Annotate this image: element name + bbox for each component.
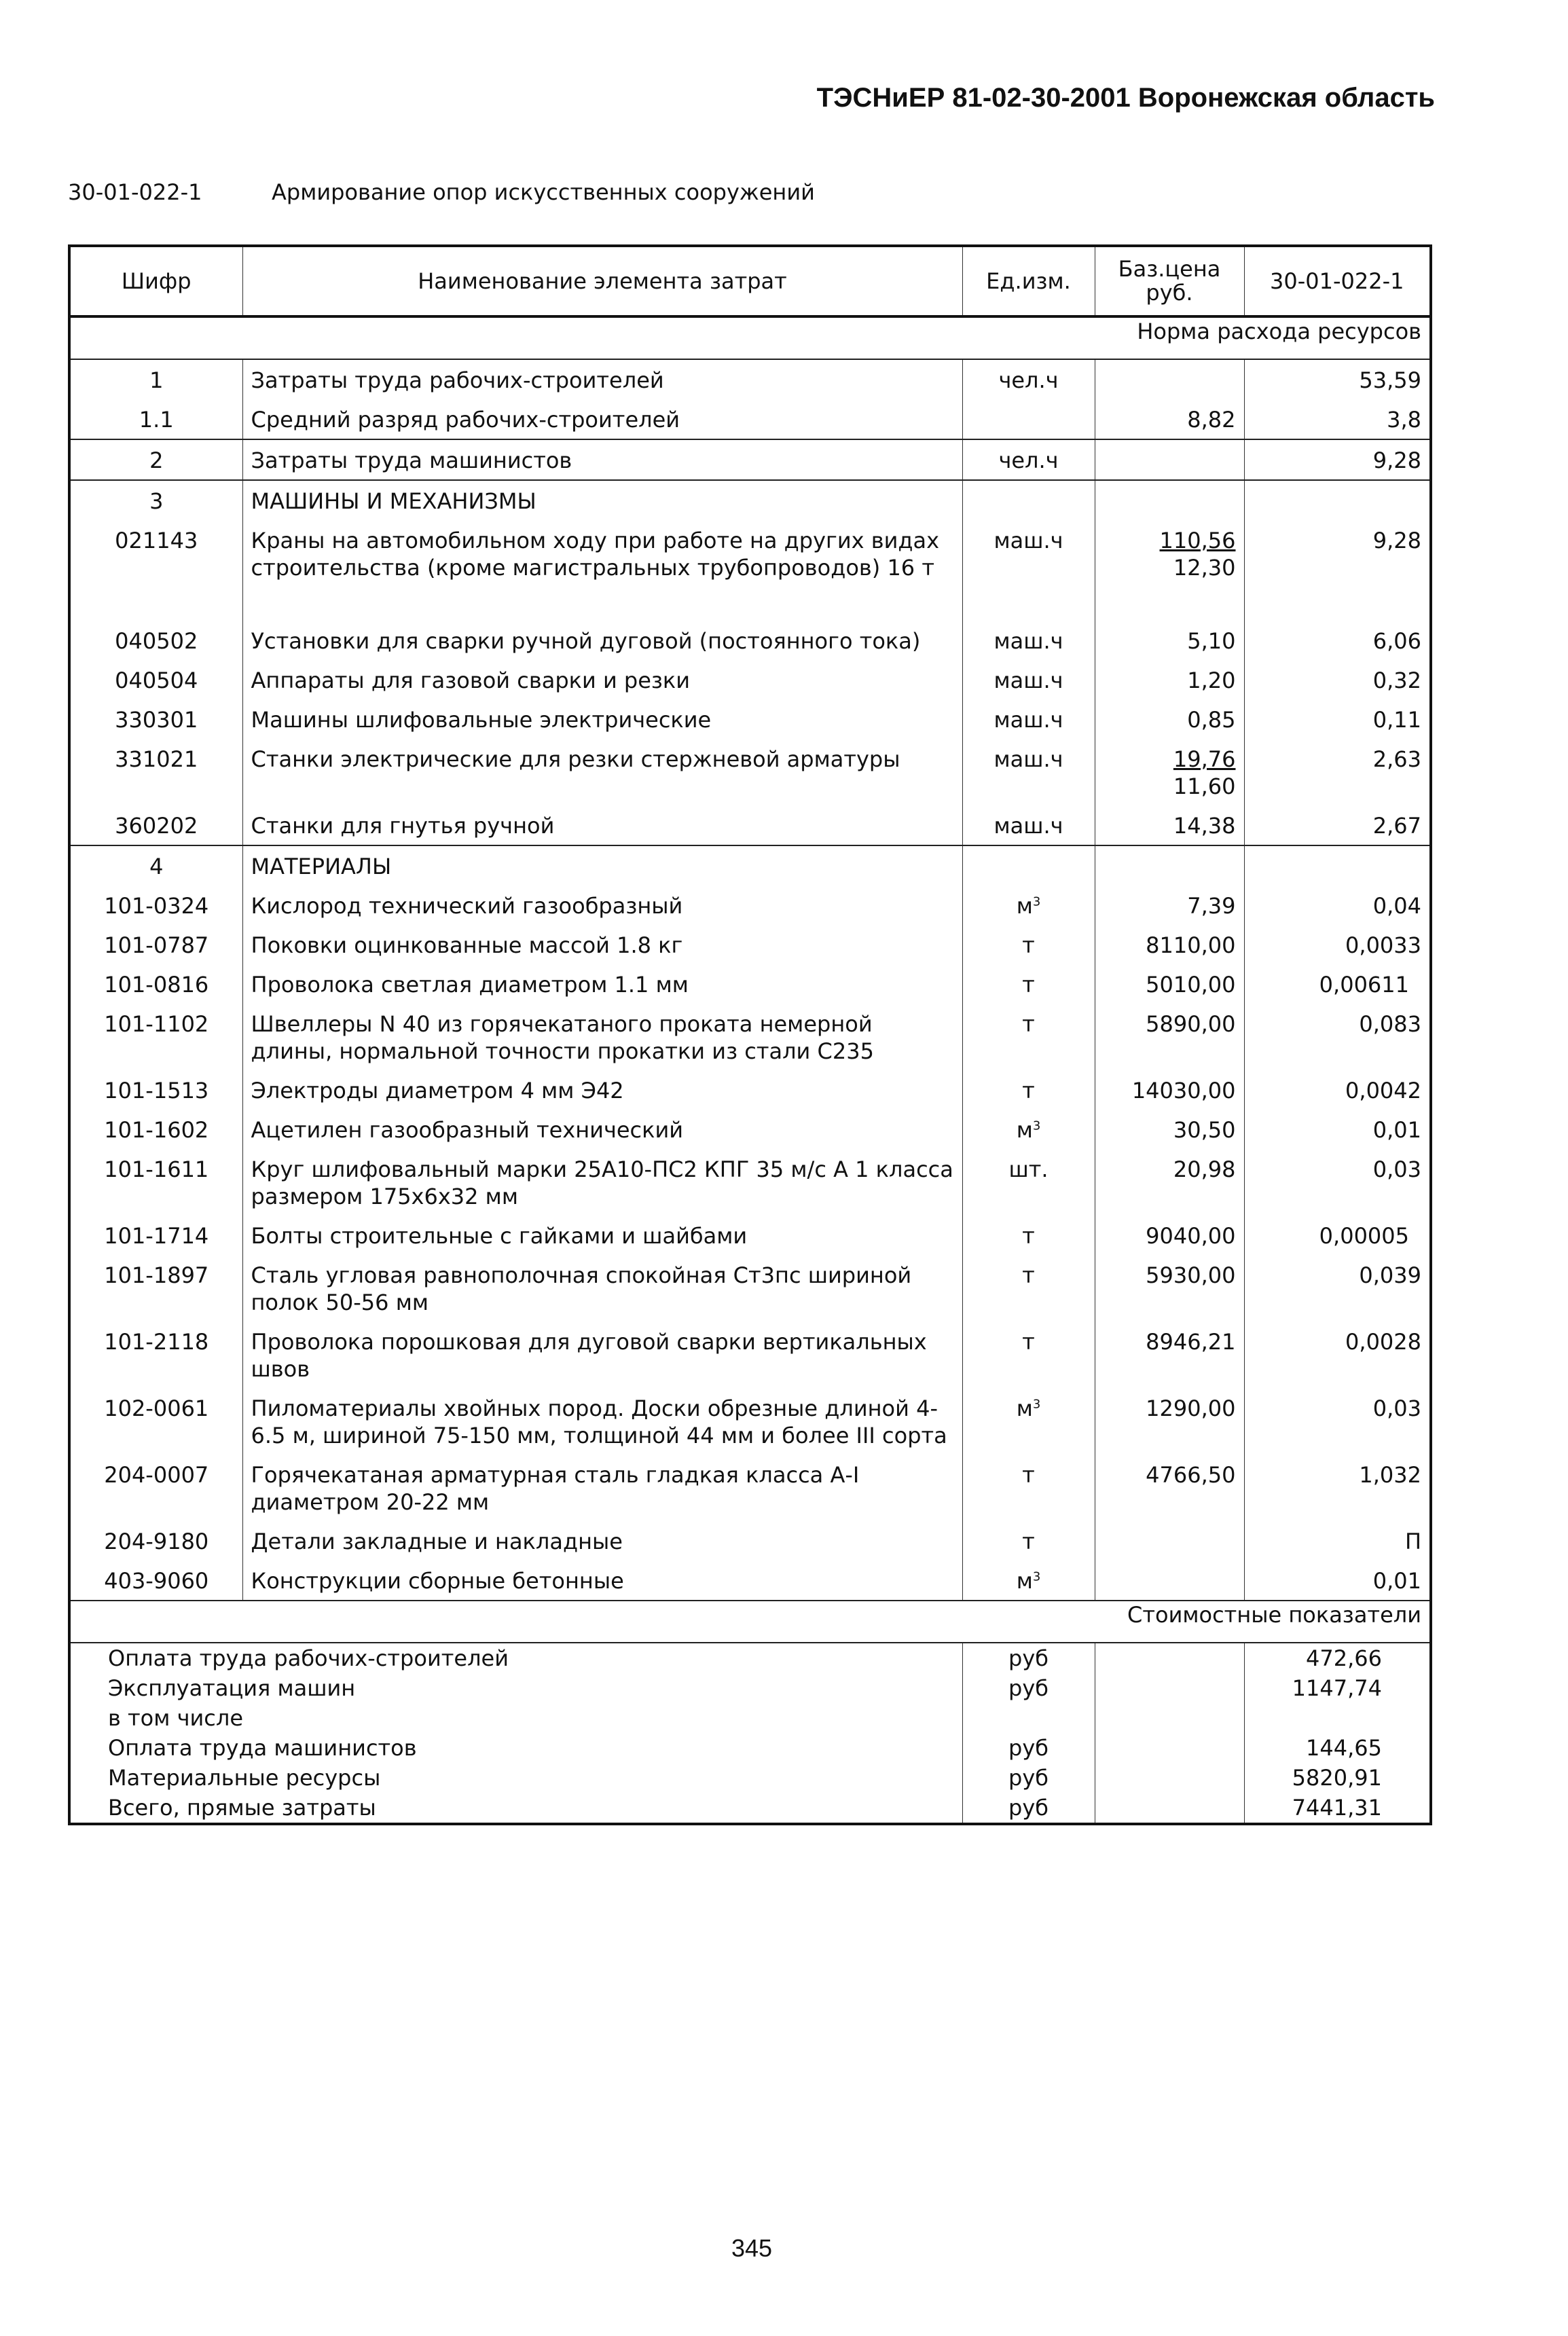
table-row <box>69 1149 1431 1216</box>
table-row <box>69 699 1431 739</box>
row-base-price <box>1095 845 1244 886</box>
table-row <box>69 660 1431 699</box>
table-row <box>69 1561 1431 1601</box>
row-name: Швеллеры N 40 из горячекатаного проката немерной длины, нормальной точности прокатки из стали С235 <box>242 1004 962 1070</box>
row-norm: 1,032 <box>1244 1455 1431 1521</box>
row-code: 1 <box>69 359 242 399</box>
row-unit <box>962 845 1095 886</box>
summary-unit <box>962 1703 1095 1733</box>
row-unit <box>962 399 1095 439</box>
section-row <box>69 845 1431 886</box>
table-header-row <box>69 246 1431 316</box>
summary-label: Оплата труда машинистов <box>69 1733 962 1763</box>
unit-exponent: 3 <box>1032 894 1041 909</box>
row-norm: 9,28 <box>1244 520 1431 587</box>
price-operator-wage: 12,30 <box>1173 555 1236 581</box>
price-value: 5890,00 <box>1146 1011 1236 1037</box>
price-operator-wage: 11,60 <box>1173 773 1236 799</box>
price-value: 1290,00 <box>1146 1395 1236 1421</box>
table-row <box>69 439 1431 480</box>
row-name: Кислород технический газообразный <box>242 886 962 925</box>
band-costs-label: Стоимостные показатели <box>69 1601 1431 1643</box>
row-unit: маш.ч <box>962 805 1095 845</box>
row-base-price <box>1095 1216 1244 1255</box>
row-base-price <box>1095 480 1244 520</box>
table-row <box>69 621 1431 660</box>
row-unit <box>962 1388 1095 1455</box>
row-code: 204-9180 <box>69 1521 242 1561</box>
row-base-price <box>1095 1388 1244 1455</box>
row-norm: 3,8 <box>1244 399 1431 439</box>
row-base-price <box>1095 359 1244 399</box>
table-row <box>69 1321 1431 1388</box>
summary-empty-cell <box>1095 1643 1244 1673</box>
row-code: 204-0007 <box>69 1455 242 1521</box>
table-row <box>69 1388 1431 1455</box>
summary-unit: руб <box>962 1733 1095 1763</box>
price-value: 5,10 <box>1187 628 1236 654</box>
row-name: Поковки оцинкованные массой 1.8 кг <box>242 925 962 964</box>
summary-value: 5820,91 <box>1244 1763 1431 1793</box>
summary-value: 7441,31 <box>1244 1793 1431 1824</box>
summary-value: 1147,74 <box>1244 1673 1431 1703</box>
row-norm: П <box>1244 1521 1431 1561</box>
summary-empty-cell <box>1095 1763 1244 1793</box>
row-unit <box>962 480 1095 520</box>
page-number: 345 <box>731 2234 773 2262</box>
summary-label: Оплата труда рабочих-строителей <box>69 1643 962 1673</box>
band-costs <box>69 1601 1431 1643</box>
row-unit: т <box>962 1455 1095 1521</box>
spacer-cell <box>242 587 962 621</box>
row-norm: 0,03 <box>1244 1149 1431 1216</box>
row-unit: чел.ч <box>962 359 1095 399</box>
row-name: МАТЕРИАЛЫ <box>242 845 962 886</box>
row-base-price <box>1095 660 1244 699</box>
row-code: 403-9060 <box>69 1561 242 1601</box>
summary-unit: руб <box>962 1793 1095 1824</box>
row-code: 4 <box>69 845 242 886</box>
summary-label: Материальные ресурсы <box>69 1763 962 1793</box>
row-base-price <box>1095 805 1244 845</box>
price-value: 14,38 <box>1173 813 1236 839</box>
price-value: 30,50 <box>1173 1117 1236 1143</box>
summary-empty-cell <box>1095 1703 1244 1733</box>
row-base-price <box>1095 1004 1244 1070</box>
table-row <box>69 1216 1431 1255</box>
column-header-norm: 30-01-022-1 <box>1244 246 1431 316</box>
row-unit: маш.ч <box>962 699 1095 739</box>
row-spacer <box>69 587 1431 621</box>
row-code: 331021 <box>69 739 242 805</box>
row-code: 101-1714 <box>69 1216 242 1255</box>
summary-label: Всего, прямые затраты <box>69 1793 962 1824</box>
table-row <box>69 520 1431 587</box>
row-name: Сталь угловая равнополочная спокойная Ст3пс шириной полок 50-56 мм <box>242 1255 962 1321</box>
price-value: 20,98 <box>1173 1156 1236 1182</box>
row-base-price <box>1095 1455 1244 1521</box>
row-name: Конструкции сборные бетонные <box>242 1561 962 1601</box>
price-value: 8110,00 <box>1146 932 1236 958</box>
document-title: ТЭСНиЕР 81-02-30-2001 Воронежская область <box>816 83 1435 113</box>
row-norm: 0,039 <box>1244 1255 1431 1321</box>
summary-empty-cell <box>1095 1733 1244 1763</box>
table-code: 30-01-022-1 <box>68 179 202 205</box>
row-unit: т <box>962 1004 1095 1070</box>
row-code: 101-1602 <box>69 1110 242 1149</box>
row-base-price <box>1095 1255 1244 1321</box>
table-row <box>69 964 1431 1004</box>
row-base-price <box>1095 439 1244 480</box>
table-row <box>69 1255 1431 1321</box>
row-code: 101-1897 <box>69 1255 242 1321</box>
row-name: Средний разряд рабочих-строителей <box>242 399 962 439</box>
price-value: 7,39 <box>1187 893 1236 919</box>
row-norm: 53,59 <box>1244 359 1431 399</box>
row-code: 101-1102 <box>69 1004 242 1070</box>
row-norm: 0,083 <box>1244 1004 1431 1070</box>
section-row <box>69 480 1431 520</box>
row-unit <box>962 886 1095 925</box>
row-base-price <box>1095 1521 1244 1561</box>
row-norm: 0,01 <box>1244 1561 1431 1601</box>
table-subtitle <box>68 179 815 205</box>
row-code: 101-1611 <box>69 1149 242 1216</box>
row-base-price <box>1095 699 1244 739</box>
unit-exponent: 3 <box>1032 1397 1041 1412</box>
summary-row <box>69 1793 1431 1824</box>
row-unit: маш.ч <box>962 621 1095 660</box>
spacer-cell <box>1244 587 1431 621</box>
row-unit: маш.ч <box>962 739 1095 805</box>
row-code: 330301 <box>69 699 242 739</box>
row-base-price <box>1095 964 1244 1004</box>
row-code: 021143 <box>69 520 242 587</box>
row-code: 101-2118 <box>69 1321 242 1388</box>
row-code: 360202 <box>69 805 242 845</box>
row-code: 102-0061 <box>69 1388 242 1455</box>
row-code: 1.1 <box>69 399 242 439</box>
row-name: Станки для гнутья ручной <box>242 805 962 845</box>
row-name: Круг шлифовальный марки 25А10-ПС2 КПГ 35 м/с А 1 класса размером 175х6х32 мм <box>242 1149 962 1216</box>
row-name: МАШИНЫ И МЕХАНИЗМЫ <box>242 480 962 520</box>
row-unit: шт. <box>962 1149 1095 1216</box>
price-value: 8946,21 <box>1146 1329 1236 1355</box>
unit-text: м <box>1016 893 1033 919</box>
row-code: 101-0816 <box>69 964 242 1004</box>
row-name: Болты строительные с гайками и шайбами <box>242 1216 962 1255</box>
row-norm: 2,63 <box>1244 739 1431 805</box>
summary-value <box>1244 1703 1431 1733</box>
table-row <box>69 805 1431 845</box>
unit-text: м <box>1016 1117 1033 1143</box>
row-norm: 0,0033 <box>1244 925 1431 964</box>
row-name: Пиломатериалы хвойных пород. Доски обрезные длиной 4-6.5 м, шириной 75-150 мм, толщиной 44 мм и более III сорта <box>242 1388 962 1455</box>
summary-row <box>69 1763 1431 1793</box>
row-code: 101-0324 <box>69 886 242 925</box>
price-value: 4766,50 <box>1146 1462 1236 1488</box>
table-row <box>69 1004 1431 1070</box>
summary-row <box>69 1673 1431 1703</box>
row-base-price <box>1095 1110 1244 1149</box>
row-norm: 0,03 <box>1244 1388 1431 1455</box>
row-name: Установки для сварки ручной дуговой (постоянного тока) <box>242 621 962 660</box>
row-name: Проволока светлая диаметром 1.1 мм <box>242 964 962 1004</box>
price-value: 1,20 <box>1187 668 1236 693</box>
row-unit: т <box>962 925 1095 964</box>
row-norm: 0,32 <box>1244 660 1431 699</box>
row-norm: 9,28 <box>1244 439 1431 480</box>
spacer-cell <box>1095 587 1244 621</box>
row-code: 2 <box>69 439 242 480</box>
row-base-price <box>1095 520 1244 587</box>
row-code: 3 <box>69 480 242 520</box>
table-row <box>69 1110 1431 1149</box>
price-value: 8,82 <box>1187 407 1236 433</box>
row-unit: маш.ч <box>962 520 1095 587</box>
row-unit: чел.ч <box>962 439 1095 480</box>
summary-row <box>69 1733 1431 1763</box>
row-norm: 0,0028 <box>1244 1321 1431 1388</box>
row-norm: 0,11 <box>1244 699 1431 739</box>
summary-unit: руб <box>962 1763 1095 1793</box>
row-name: Электроды диаметром 4 мм Э42 <box>242 1070 962 1110</box>
row-name: Проволока порошковая для дуговой сварки вертикальных швов <box>242 1321 962 1388</box>
row-unit <box>962 1561 1095 1601</box>
spacer-cell <box>962 587 1095 621</box>
row-base-price <box>1095 1149 1244 1216</box>
price-value: 19,76 <box>1173 746 1236 772</box>
row-norm: 0,01 <box>1244 1110 1431 1149</box>
band-resources <box>69 316 1431 359</box>
row-unit: маш.ч <box>962 660 1095 699</box>
table-name: Армирование опор искусственных сооружений <box>272 179 815 205</box>
row-norm: 0,04 <box>1244 886 1431 925</box>
row-unit: т <box>962 1216 1095 1255</box>
row-unit: т <box>962 1255 1095 1321</box>
row-name: Машины шлифовальные электрические <box>242 699 962 739</box>
table-row <box>69 925 1431 964</box>
row-norm <box>1244 480 1431 520</box>
summary-value: 472,66 <box>1244 1643 1431 1673</box>
table-row <box>69 1070 1431 1110</box>
row-unit <box>962 1110 1095 1149</box>
column-header-name: Наименование элемента затрат <box>242 246 962 316</box>
row-name: Детали закладные и накладные <box>242 1521 962 1561</box>
row-name: Краны на автомобильном ходу при работе на других видах строительства (кроме магистральных трубопроводов) 16 т <box>242 520 962 587</box>
row-base-price <box>1095 925 1244 964</box>
price-value: 0,85 <box>1187 707 1236 733</box>
unit-exponent: 3 <box>1032 1118 1041 1133</box>
table-row <box>69 1455 1431 1521</box>
row-unit: т <box>962 1321 1095 1388</box>
band-resources-label: Норма расхода ресурсов <box>69 316 1431 359</box>
column-header-code: Шифр <box>69 246 242 316</box>
row-norm <box>1244 845 1431 886</box>
row-code: 040502 <box>69 621 242 660</box>
unit-text: м <box>1016 1568 1033 1594</box>
summary-row <box>69 1643 1431 1673</box>
summary-label: Эксплуатация машин <box>69 1673 962 1703</box>
row-name: Затраты труда рабочих-строителей <box>242 359 962 399</box>
price-value: 5930,00 <box>1146 1262 1236 1288</box>
row-unit: т <box>962 964 1095 1004</box>
row-name: Ацетилен газообразный технический <box>242 1110 962 1149</box>
column-header-price: Баз.цена руб. <box>1095 246 1244 316</box>
row-base-price <box>1095 886 1244 925</box>
row-code: 101-0787 <box>69 925 242 964</box>
row-name: Затраты труда машинистов <box>242 439 962 480</box>
row-norm: 0,00611 <box>1244 964 1431 1004</box>
row-name: Горячекатаная арматурная сталь гладкая класса А-I диаметром 20-22 мм <box>242 1455 962 1521</box>
summary-empty-cell <box>1095 1673 1244 1703</box>
unit-text: м <box>1016 1395 1033 1421</box>
unit-exponent: 3 <box>1032 1569 1041 1584</box>
row-base-price <box>1095 1561 1244 1601</box>
table-row <box>69 886 1431 925</box>
price-value: 110,56 <box>1159 528 1236 553</box>
row-name: Станки электрические для резки стержневой арматуры <box>242 739 962 805</box>
column-header-unit: Ед.изм. <box>962 246 1095 316</box>
spacer-cell <box>69 587 242 621</box>
table-row <box>69 739 1431 805</box>
row-code: 101-1513 <box>69 1070 242 1110</box>
summary-row <box>69 1703 1431 1733</box>
table-row <box>69 399 1431 439</box>
price-value: 9040,00 <box>1146 1223 1236 1249</box>
row-unit: т <box>962 1521 1095 1561</box>
row-unit: т <box>962 1070 1095 1110</box>
row-base-price <box>1095 399 1244 439</box>
row-code: 040504 <box>69 660 242 699</box>
price-value: 14030,00 <box>1131 1078 1236 1103</box>
summary-value: 144,65 <box>1244 1733 1431 1763</box>
row-name: Аппараты для газовой сварки и резки <box>242 660 962 699</box>
summary-unit: руб <box>962 1643 1095 1673</box>
row-norm: 6,06 <box>1244 621 1431 660</box>
summary-empty-cell <box>1095 1793 1244 1824</box>
table-row <box>69 1521 1431 1561</box>
row-base-price <box>1095 1321 1244 1388</box>
row-base-price <box>1095 621 1244 660</box>
resource-norm-table <box>68 244 1432 1825</box>
row-norm: 2,67 <box>1244 805 1431 845</box>
price-value: 5010,00 <box>1146 972 1236 998</box>
row-norm: 0,0042 <box>1244 1070 1431 1110</box>
summary-label: в том числе <box>69 1703 962 1733</box>
row-base-price <box>1095 1070 1244 1110</box>
row-base-price <box>1095 739 1244 805</box>
summary-unit: руб <box>962 1673 1095 1703</box>
table-row <box>69 359 1431 399</box>
row-norm: 0,00005 <box>1244 1216 1431 1255</box>
